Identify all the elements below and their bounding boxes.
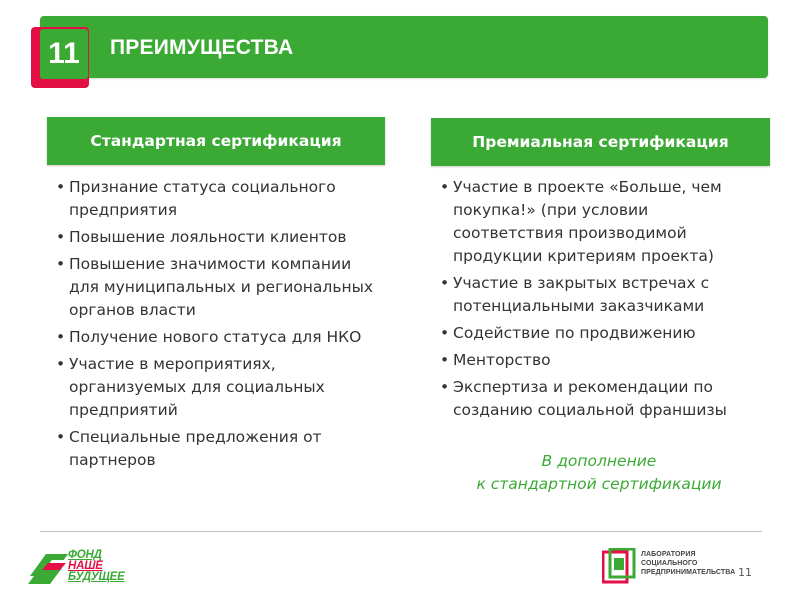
fund-logo-line3: БУДУЩЕЕ: [68, 571, 125, 583]
slide-title: ПРЕИМУЩЕСТВА: [110, 36, 294, 59]
bullet: •: [56, 428, 66, 446]
list-item: [56, 253, 376, 322]
premium-note: [440, 450, 758, 496]
list-item: [56, 226, 376, 249]
standard-benefits-list: [56, 176, 376, 476]
footer-divider: [40, 531, 762, 532]
list-item-text: Содействие по продвижению: [453, 324, 696, 342]
lab-logo-line1: ЛАБОРАТОРИЯ: [641, 551, 696, 558]
bullet: •: [56, 355, 66, 373]
list-item-text: Менторство: [453, 351, 551, 369]
list-item-text: Участие в мероприятиях, организуемых для социальных предприятий: [69, 355, 325, 419]
bullet: •: [440, 178, 450, 196]
bullet: •: [56, 255, 66, 273]
lab-logo-icon: [602, 548, 636, 584]
list-item: [440, 349, 758, 372]
page-number: 11: [738, 566, 752, 579]
list-item-text: Специальные предложения от партнеров: [69, 428, 322, 469]
list-item: [440, 322, 758, 345]
list-item-text: Признание статуса социального предприятия: [69, 178, 336, 219]
premium-note-line1: В дополнение: [541, 452, 657, 470]
list-item: [56, 426, 376, 472]
lab-logo-line3: ПРЕДПРИНИМАТЕЛЬСТВА: [641, 569, 736, 576]
list-item-text: Экспертиза и рекомендации по созданию социальной франшизы: [453, 378, 727, 419]
premium-benefits-list: [440, 176, 758, 426]
slide-number-badge: 11: [40, 29, 88, 79]
list-item-text: Повышение значимости компании для муниципальных и региональных органов власти: [69, 255, 374, 319]
list-item: [440, 176, 758, 268]
bullet: •: [440, 351, 450, 369]
bullet: •: [440, 378, 450, 396]
list-item-text: Участие в проекте «Больше, чем покупка!» (при условии соответствия производимой продукции критериям проекта): [453, 178, 722, 265]
premium-certification-heading: Премиальная сертификация: [431, 118, 770, 166]
list-item: [440, 272, 758, 318]
bullet: •: [56, 228, 66, 246]
list-item-text: Повышение лояльности клиентов: [69, 228, 347, 246]
standard-certification-heading: Стандартная сертификация: [47, 117, 385, 165]
list-item: [56, 326, 376, 349]
bullet: •: [56, 178, 66, 196]
bullet: •: [440, 274, 450, 292]
list-item: [56, 176, 376, 222]
list-item: [56, 353, 376, 422]
premium-note-line2: к стандартной сертификации: [476, 475, 722, 493]
list-item: [440, 376, 758, 422]
list-item-text: Получение нового статуса для НКО: [69, 328, 362, 346]
fund-logo-line1: ФОНД: [68, 549, 102, 561]
fund-logo-line2: НАШЕ: [68, 560, 103, 572]
bullet: •: [56, 328, 66, 346]
list-item-text: Участие в закрытых встречах с потенциальными заказчиками: [453, 274, 710, 315]
bullet: •: [440, 324, 450, 342]
lab-logo-line2: СОЦИАЛЬНОГО: [641, 560, 698, 567]
